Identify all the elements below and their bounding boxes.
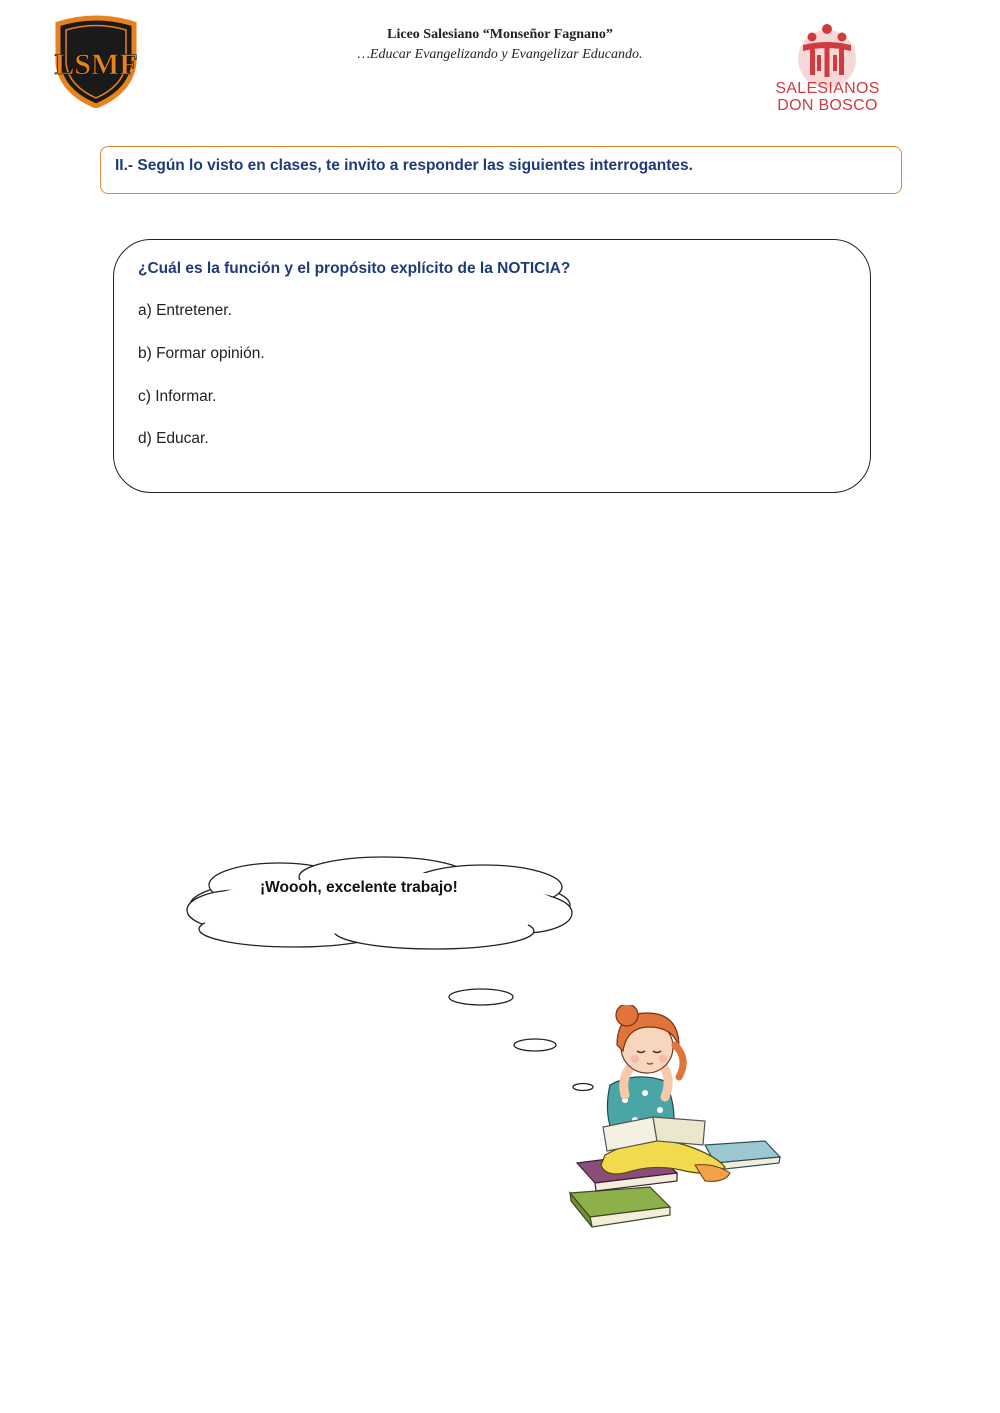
thought-cloud bbox=[184, 855, 576, 955]
logo-lettering: LSMF bbox=[54, 48, 138, 81]
thought-bubble-text: ¡Woooh, excelente trabajo! bbox=[260, 879, 458, 896]
option-b[interactable]: b) Formar opinión. bbox=[138, 345, 265, 362]
girl-reading-illustration bbox=[565, 1005, 785, 1240]
school-name: Liceo Salesiano “Monseñor Fagnano” bbox=[387, 27, 613, 42]
option-a[interactable]: a) Entretener. bbox=[138, 302, 232, 319]
school-motto: …Educar Evangelizando y Evangelizar Educando. bbox=[357, 47, 643, 62]
option-d[interactable]: d) Educar. bbox=[138, 430, 209, 447]
option-c[interactable]: c) Informar. bbox=[138, 388, 217, 405]
question-title: ¿Cuál es la función y el propósito explícito de la NOTICIA? bbox=[138, 260, 571, 277]
instruction-text: II.- Según lo visto en clases, te invito a responder las siguientes interrogantes. bbox=[115, 157, 693, 174]
green-book-icon bbox=[570, 1187, 670, 1227]
brand-line-2: DON BOSCO bbox=[777, 97, 878, 114]
brand-line-1: SALESIANOS bbox=[775, 80, 880, 97]
school-shield-icon bbox=[52, 14, 140, 108]
